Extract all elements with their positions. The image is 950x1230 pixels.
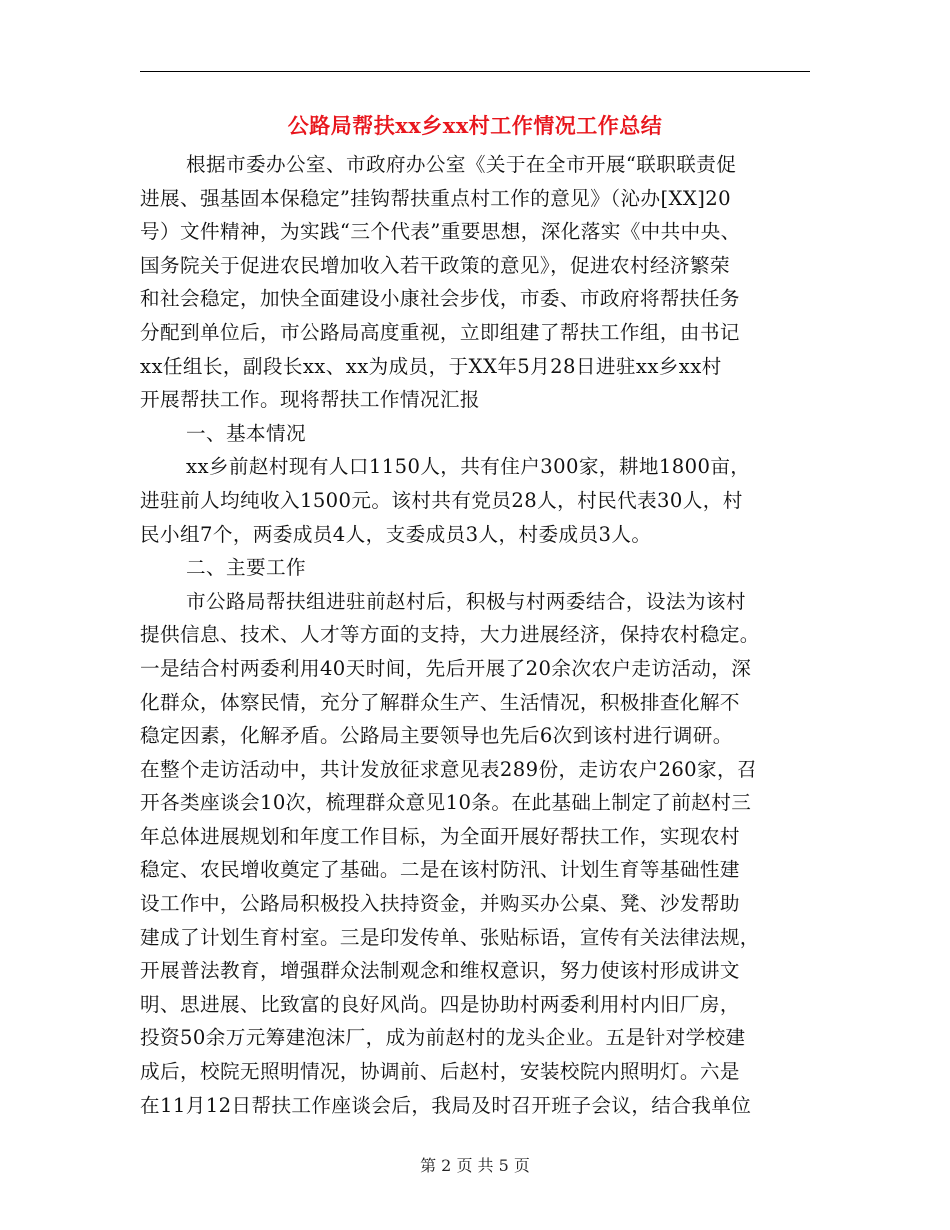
paragraph-line: xx任组长，副段长xx、xx为成员，于XX年5月28日进驻xx乡xx村 xyxy=(140,354,722,378)
paragraph-line: 号）文件精神，为实践“三个代表”重要思想，深化落实《中共中央、 xyxy=(140,220,741,244)
paragraph-line: 国务院关于促进农民增加收入若干政策的意见》，促进农村经济繁荣 xyxy=(140,253,731,277)
paragraph-line: 提供信息、技术、人才等方面的支持，大力进展经济，保持农村稳定。 xyxy=(140,623,760,647)
paragraph-line: 在11月12日帮扶工作座谈会后，我局及时召开班子会议，结合我单位 xyxy=(140,1093,752,1117)
paragraph-line: 开各类座谈会10次，梳理群众意见10条。在此基础上制定了前赵村三 xyxy=(140,791,752,815)
paragraph-line: xx乡前赵村现有人口1150人，共有住户300家，耕地1800亩， xyxy=(186,455,751,479)
paragraph-line: 稳定、农民增收奠定了基础。二是在该村防汛、计划生育等基础性建 xyxy=(140,858,740,882)
paragraph-line: 建成了计划生育村室。三是印发传单、张贴标语，宣传有关法律法规， xyxy=(140,925,760,949)
document-body xyxy=(140,148,812,1122)
paragraph-line: 投资50余万元筹建泡沫厂，成为前赵村的龙头企业。五是针对学校建 xyxy=(140,1026,746,1050)
paragraph-line: 进展、强基固本保稳定”挂钩帮扶重点村工作的意见》（沁办[XX]20 xyxy=(140,186,731,210)
paragraph-line: 开展帮扶工作。现将帮扶工作情况汇报 xyxy=(140,388,480,412)
paragraph-line: 设工作中，公路局积极投入扶持资金，并购买办公桌、凳、沙发帮助 xyxy=(140,892,740,916)
paragraph-line: 化群众，体察民情，充分了解群众生产、生活情况，积极排查化解不 xyxy=(140,690,740,714)
paragraph-line: 在整个走访活动中，共计发放征求意见表289份，走访农户260家，召 xyxy=(140,757,758,781)
paragraph-line: 明、思进展、比致富的良好风尚。四是协助村两委利用村内旧厂房， xyxy=(140,992,740,1016)
paragraph-line: 根据市委办公室、市政府办公室《关于在全市开展“联职联责促 xyxy=(186,153,737,176)
paragraph-line: 开展普法教育，增强群众法制观念和维权意识，努力使该村形成讲文 xyxy=(140,959,740,983)
paragraph-line: 成后，校院无照明情况，协调前、后赵村，安装校院内照明灯。六是 xyxy=(140,1060,740,1084)
paragraph-line: 进驻前人均纯收入1500元。该村共有党员28人，村民代表30人，村 xyxy=(140,488,743,512)
paragraph-line: 年总体进展规划和年度工作目标，为全面开展好帮扶工作，实现农村 xyxy=(140,824,740,848)
section-heading: 一、基本情况 xyxy=(186,421,306,445)
paragraph-line: 一是结合村两委利用40天时间，先后开展了20余次农户走访活动，深 xyxy=(140,656,752,680)
paragraph-line: 市公路局帮扶组进驻前赵村后，积极与村两委结合，设法为该村 xyxy=(186,589,746,613)
paragraph-line: 稳定因素，化解矛盾。公路局主要领导也先后6次到该村进行调研。 xyxy=(140,724,733,748)
section-heading: 二、主要工作 xyxy=(186,556,306,580)
paragraph-line: 分配到单位后，市公路局高度重视，立即组建了帮扶工作组，由书记 xyxy=(140,320,740,344)
header-rule xyxy=(140,71,810,72)
page-footer: 第 2 页 共 5 页 xyxy=(420,1156,530,1175)
paragraph-line: 和社会稳定，加快全面建设小康社会步伐，市委、市政府将帮扶任务 xyxy=(140,287,740,311)
paragraph-line: 民小组7个，两委成员4人，支委成员3人，村委成员3人。 xyxy=(140,522,652,546)
document-title: 公路局帮扶xx乡xx村工作情况工作总结 xyxy=(287,113,663,138)
